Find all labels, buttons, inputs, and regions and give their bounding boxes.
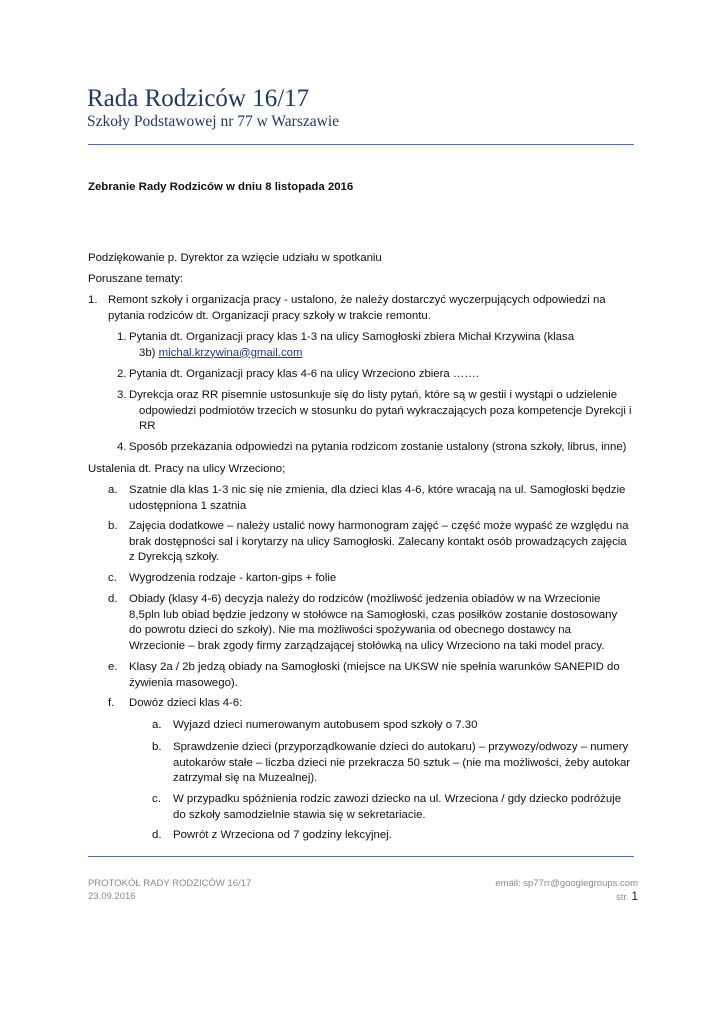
footer-page-label: str. [616, 892, 632, 903]
list-marker: b. [152, 741, 162, 753]
list-marker: 1. [117, 331, 127, 343]
list-item-line: Klasy 2a / 2b jedzą obiady na Samogłoski (miejsce na UKSW nie spełnia warunków SANEPID do [129, 661, 620, 673]
list-item-line: 8,5pln lub obiad będzie jedzony w stołówce na Samogłoski, czas posiłków zostanie dostosowany [129, 608, 618, 621]
list-marker: 4. [117, 441, 127, 453]
list-item-line: Sposób przekazania odpowiedzi na pytania rodzicom zostanie ustalony (strona szkoły, librus, inne) [129, 441, 627, 453]
footer-left [88, 877, 251, 903]
footer-date: 23.09.2016 [88, 891, 136, 902]
topics-label: Poruszane tematy: [88, 273, 183, 285]
footer-right [495, 877, 638, 904]
list-item-line: brak dostępności sal i korytarzy na ulicy Samogłoski. Zalecany kontakt osób prowadzących zajęcia [129, 535, 627, 548]
document-subtitle: Szkoły Podstawowej nr 77 w Warszawie [87, 113, 340, 130]
list-item-line: Wrzecionie – brak zgody firmy zarządzającej stołówką na ulicy Wrzeciono na taki model pracy. [129, 639, 605, 652]
list-marker: d. [108, 593, 118, 605]
list-item-line: do szkoły samodzielnie stawia się w sekretariacie. [173, 808, 426, 821]
footer-doc-title: PROTOKÓŁ RADY RODZICÓW 16/17 [88, 878, 252, 889]
list-item-line: z Dyrekcją szkoły. [129, 551, 220, 563]
list-item-line [139, 346, 303, 362]
list-item-text: 3b) [139, 346, 159, 359]
list-item-line: odpowiedzi podmiotów trzecich w stosunku do pytań wykraczających poza kompetencje Dyrekcji i [139, 404, 632, 417]
list-item-line: Wyjazd dzieci numerowanym autobusem spod szkoły o 7.30 [173, 719, 478, 731]
list-item-line: Dowóz dzieci klas 4-6: [129, 697, 243, 709]
intro-paragraph: Podziękowanie p. Dyrektor za wzięcie udziału w spotkaniu [88, 252, 382, 264]
page-number: 1 [631, 889, 638, 903]
list-item-line: Pytania dt. Organizacji pracy klas 4-6 na ulicy Wrzeciono zbiera ……. [129, 368, 479, 380]
list-item-line: Pytania dt. Organizacji pracy klas 1-3 na ulicy Samogłoski zbiera Michał Krzywina (klasa [129, 331, 575, 343]
list-marker: 2. [117, 368, 127, 380]
ustalenia-label: Ustalenia dt. Pracy na ulicy Wrzeciono; [88, 463, 286, 475]
list-marker: c. [108, 572, 117, 584]
list-marker: e. [108, 661, 118, 673]
list-marker: d. [152, 829, 162, 841]
document-title: Rada Rodziców 16/17 [87, 85, 310, 112]
list-item-line: autokarów stałe – liczba dzieci nie przekracza 50 sztuk – (nie ma możliwości, żeby autokar [173, 756, 631, 769]
list-marker: 3. [117, 389, 127, 401]
list-item-line: Dyrekcja oraz RR pisemnie ustosunkuje się do listy pytań, które są w gestii i wystąpi o udzielenie [129, 389, 618, 401]
list-item-line: RR [139, 420, 156, 432]
list-item-line: W przypadku spóźnienia rodzic zawozi dziecko na ul. Wrzeciona / gdy dziecko podróżuje [173, 793, 622, 805]
list-item-line: Obiady (klasy 4-6) decyzja należy do rodziców (możliwość jedzenia obiadów w na Wrzecionie [129, 593, 601, 605]
list-item-line: Szatnie dla klas 1-3 nic się nie zmienia, dla dzieci klas 4-6, które wracają na ul. Samogłoski będzie [129, 484, 626, 496]
email-link[interactable]: michal.krzywina@gmail.com [158, 346, 303, 359]
footer-divider [88, 856, 634, 857]
list-item-line: Powrót z Wrzeciona od 7 godziny lekcyjnej. [173, 829, 392, 841]
meeting-heading: Zebranie Rady Rodziców w dniu 8 listopada 2016 [88, 181, 354, 193]
header-divider [88, 144, 634, 145]
list-marker: 1. [88, 294, 98, 306]
list-item-line: zatrzymał się na Muzealnej). [173, 772, 318, 784]
list-item-line: Sprawdzenie dzieci (przyporządkowanie dzieci do autokaru) – przywozy/odwozy – numery [173, 741, 629, 753]
list-marker: b. [108, 520, 118, 532]
list-item-line: żywienia masowego). [129, 676, 238, 689]
list-item-line: Zajęcia dodatkowe – należy ustalić nowy harmonogram zajęć – część może wypaść ze względu na [129, 520, 629, 532]
list-item-line: do powrotu dzieci do szkoły). Nie ma możliwości spożywania od obecnego dostawcy na [129, 624, 571, 636]
footer-email: email: sp77rr@googlegroups.com [495, 878, 638, 889]
list-marker: c. [152, 793, 161, 805]
list-marker: a. [108, 484, 118, 496]
list-item-line: Wygrodzenia rodzaje - karton-gips + folie [129, 572, 337, 584]
topic-line: Remont szkoły i organizacja pracy - ustalono, że należy dostarczyć wyczerpujących odpowiedzi na [108, 294, 606, 306]
footer-page-number [495, 890, 638, 904]
topic-line: pytania rodziców dt. Organizacji pracy szkoły w trakcie remontu. [108, 309, 431, 322]
list-item-line: udostępniona 1 szatnia [129, 499, 247, 512]
list-marker: a. [152, 719, 162, 731]
list-marker: f. [108, 697, 115, 709]
